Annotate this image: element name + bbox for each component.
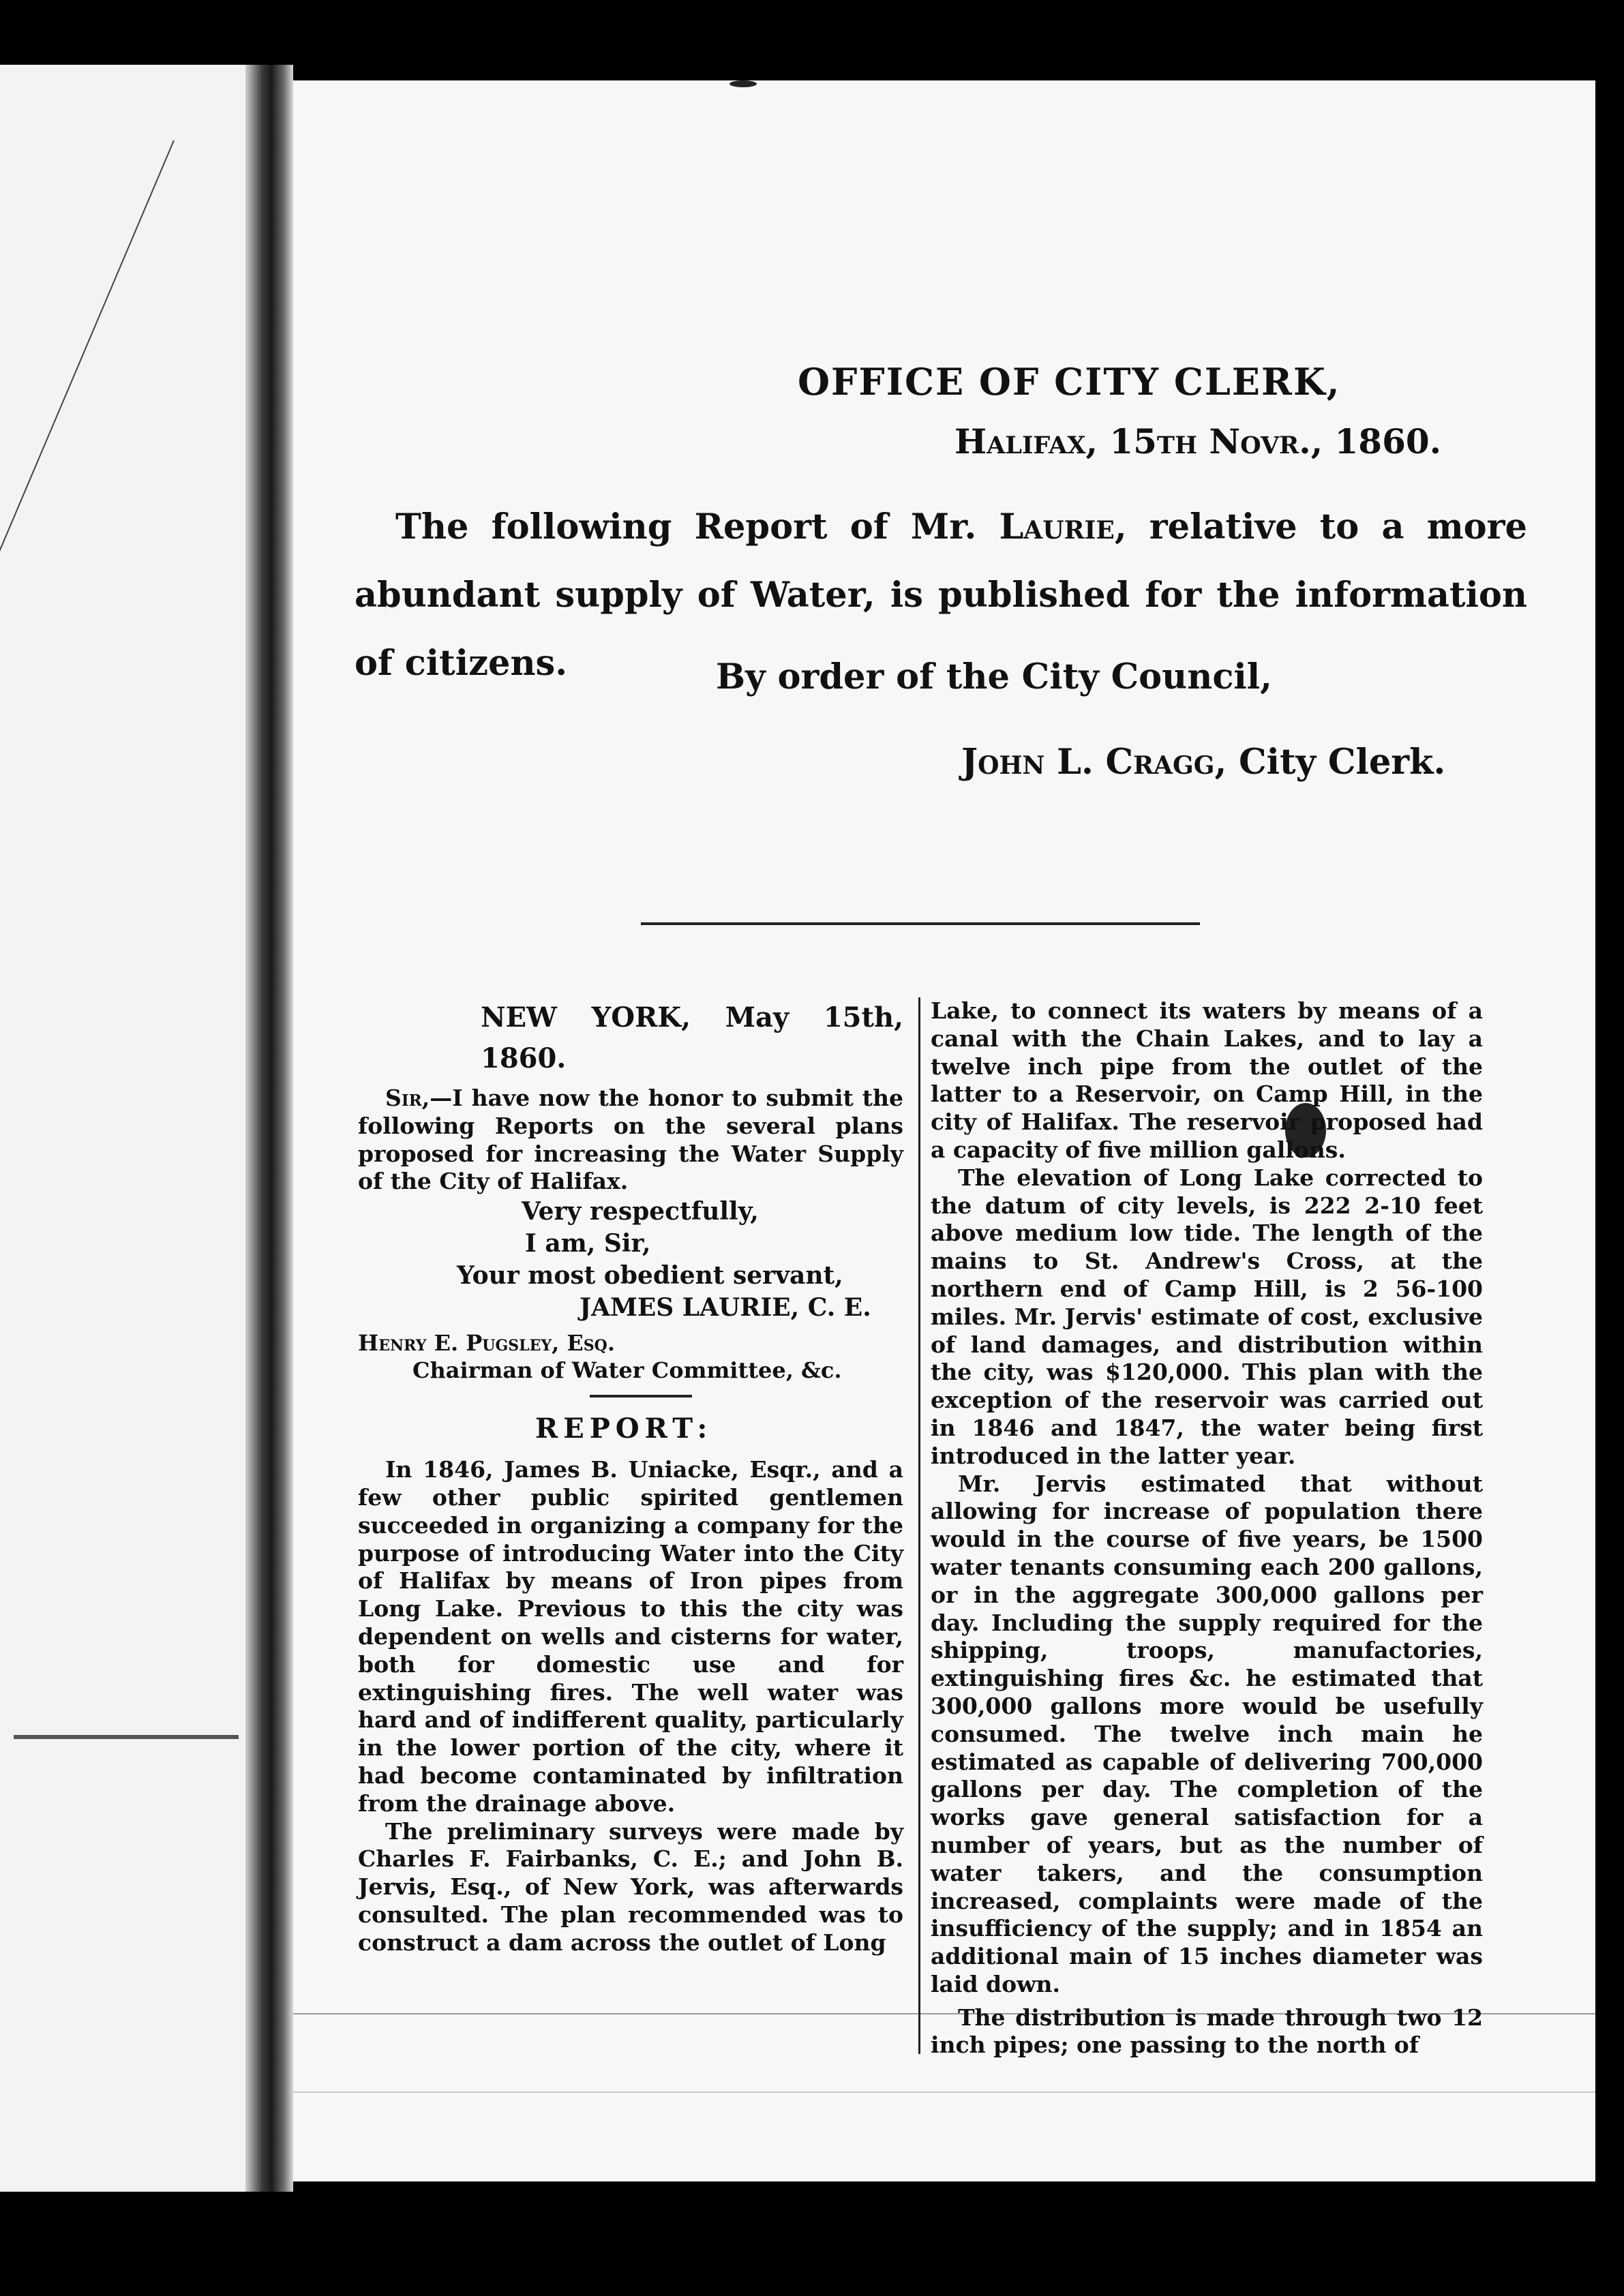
clerk-name: John L. Cragg bbox=[961, 742, 1215, 783]
dateline-year: 1860. bbox=[1334, 421, 1442, 462]
scan-crack-line bbox=[14, 1735, 239, 1739]
book-spine bbox=[245, 65, 293, 2192]
recipient-name: Henry E. Pugsley, Esq. bbox=[358, 1330, 615, 1357]
office-title: OFFICE OF CITY CLERK, bbox=[798, 360, 1341, 404]
clerk-signature bbox=[961, 742, 1507, 783]
report-heading: REPORT: bbox=[535, 1413, 713, 1445]
letter-body bbox=[358, 1085, 903, 1196]
report-paragraph: The elevation of Long Lake corrected to the datum of city levels, is 222 2-10 feet above medium low tide. The length of the mains to St. Andrew's Cross, at the northern end of Camp Hill, is 2 56-100 miles. Mr. Jervis' estimate of cost, exclusive of land damages, and distribution within the city, was $120,000. This plan with the exception of the reservoir was carried out in 1846 and 1847, the water being first introduced in the latter year. bbox=[931, 1164, 1483, 1469]
letter-signature: JAMES LAURIE, C. E. bbox=[580, 1293, 871, 1323]
right-column bbox=[931, 997, 1483, 2059]
letter-salutation: Sir,— bbox=[385, 1085, 453, 1111]
notice-rest: , relative to a more abundant supply of Water, is published for the information of citizens. bbox=[355, 507, 1527, 684]
report-paragraph: The distribution is made through two 12 inch pipes; one passing to the north of bbox=[931, 2004, 1483, 2059]
letter-place-date: NEW YORK, May 15th, 1860. bbox=[481, 1001, 903, 1074]
office-dateline: Halifax, 15th Novr., 1860. bbox=[954, 421, 1442, 462]
dateline-month: Novr. bbox=[1209, 421, 1311, 462]
letter-recipient-title: Chairman of Water Committee, &c. bbox=[412, 1357, 842, 1384]
report-paragraph: The preliminary surveys were made by Charles F. Fairbanks, C. E.; and John B. Jervis, Esq., of New York, was afterwards consulted. The plan recommended was to construct a dam across the outlet of Long bbox=[358, 1817, 903, 1956]
page-edge-line bbox=[293, 2091, 1595, 2093]
letter-closing-1: Very respectfully, bbox=[522, 1197, 759, 1226]
notice-lead: The following Report of Mr. bbox=[395, 507, 977, 547]
report-paragraph: Lake, to connect its waters by means of a canal with the Chain Lakes, and to lay a twelve inch pipe from the outlet of the latter to a Reservoir, on Camp Hill, in the city of Halifax. The reservoir proposed had a capacity of five million gallons. bbox=[931, 997, 1483, 1163]
report-rule bbox=[590, 1395, 692, 1398]
letter-closing-3: Your most obedient servant, bbox=[457, 1261, 843, 1290]
report-paragraph: Mr. Jervis estimated that without allowing for increase of population there would in the course of five years, be 1500 water tenants consuming each 200 gallons, or in the aggregate 300,000 gallons per day. Including the supply required for the shipping, troops, manufactories, extinguishing fires &c. he estimated that 300,000 gallons more would be usefully consumed. The twelve inch main he estimated as capable of delivering 700,000 gallons per day. The completion of the works gave general satisfaction for a number of years, but as the number of water takers, and the consumption increased, complaints were made of the insufficiency of the supply; and in 1854 an additional main of 15 inches diameter was laid down. bbox=[931, 1470, 1483, 1997]
dateline-place: Halifax bbox=[954, 421, 1086, 462]
clerk-title: , City Clerk. bbox=[1214, 742, 1446, 783]
document-page bbox=[293, 80, 1595, 2181]
section-rule bbox=[641, 922, 1200, 925]
ink-blot bbox=[730, 80, 757, 87]
facing-page bbox=[0, 65, 245, 2192]
report-paragraph: In 1846, James B. Uniacke, Esqr., and a few other public spirited gentlemen succeeded in organizing a company for the purpose of introducing Water into the City of Halifax by means of Iron pipes from Long Lake. Previous to this the city was dependent on wells and cisterns for water, both for domestic use and for extinguishing fires. The well water was hard and of indifferent quality, particularly in the lower portion of the city, where it had become contaminated by infiltration from the drainage above. bbox=[358, 1456, 903, 1817]
letter-closing-2: I am, Sir, bbox=[525, 1229, 651, 1258]
letter-recipient bbox=[358, 1329, 903, 1357]
notice-name: Laurie bbox=[999, 507, 1115, 547]
order-line: By order of the City Council, bbox=[716, 656, 1272, 697]
letter-text: I have now the honor to submit the following Reports on the several plans proposed for increasing the Water Supply of the City of Halifax. bbox=[358, 1085, 903, 1195]
left-column bbox=[358, 997, 903, 1957]
scan-crack-line bbox=[0, 140, 175, 618]
column-divider bbox=[918, 997, 920, 2054]
dateline-day: 15th bbox=[1109, 421, 1198, 462]
